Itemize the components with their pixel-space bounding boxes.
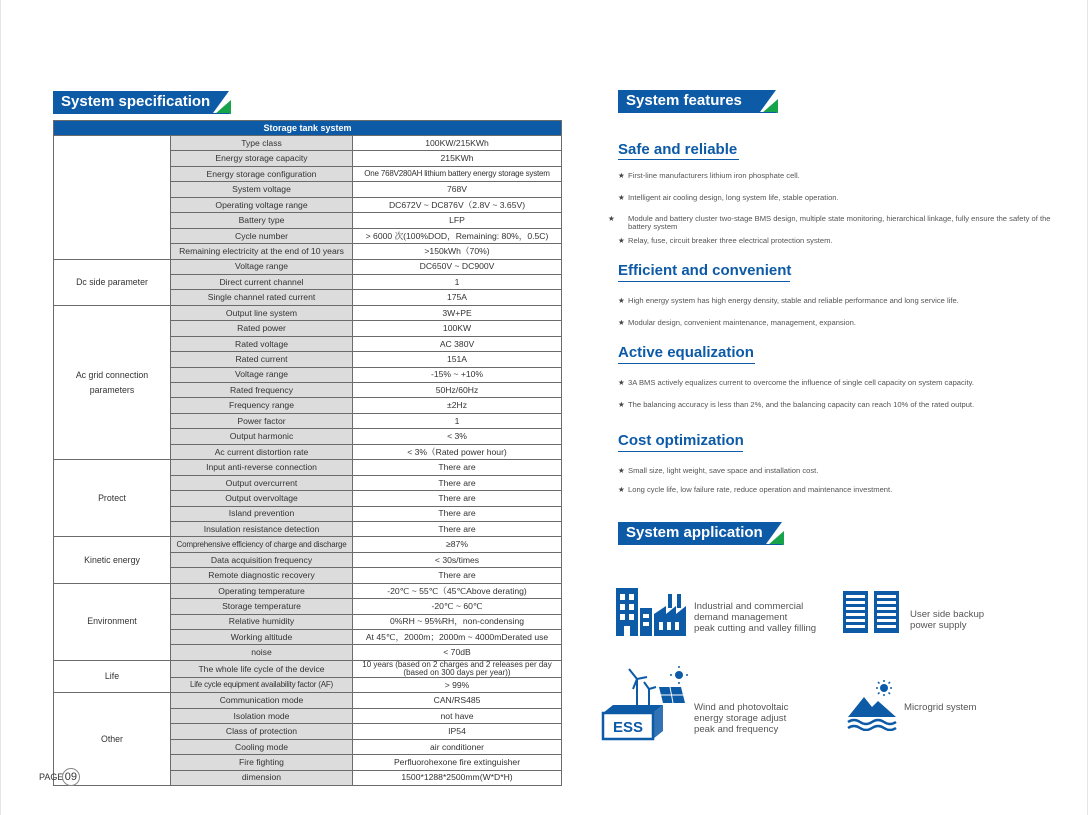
spec-param-name: Relative humidity: [171, 614, 353, 629]
spec-param-value: There are: [353, 460, 562, 475]
star-icon: ★: [618, 378, 625, 387]
spec-param-value: There are: [353, 475, 562, 490]
spec-param-name: Output overvoltage: [171, 491, 353, 506]
spec-param-name: Output line system: [171, 305, 353, 320]
spec-param-name: Working altitude: [171, 630, 353, 645]
feature-bullet: ★ Relay, fuse, circuit breaker three electrical protection system.: [618, 236, 833, 245]
star-icon: ★: [618, 236, 625, 245]
spec-param-value: One 768V280AH lithium battery energy storage system: [353, 166, 562, 181]
spec-param-value: There are: [353, 506, 562, 521]
feature-bullet: ★ First-line manufacturers lithium iron phosphate cell.: [618, 171, 800, 180]
spec-param-name: Battery type: [171, 213, 353, 228]
spec-param-name: Type class: [171, 136, 353, 151]
spec-param-name: Communication mode: [171, 693, 353, 708]
feature-title-efficient: Efficient and convenient: [618, 262, 792, 279]
features-heading-banner: [618, 90, 760, 112]
star-icon: ★: [618, 171, 625, 180]
spec-param-value: 50Hz/60Hz: [353, 383, 562, 398]
spec-group-label: Kinetic energy: [54, 537, 171, 583]
spec-param-name: Storage temperature: [171, 599, 353, 614]
page-label: PAGE: [39, 772, 64, 782]
spec-table: [53, 120, 562, 786]
spec-param-value: 100KW/215KWh: [353, 136, 562, 151]
spec-param-value: 215KWh: [353, 151, 562, 166]
spec-param-value: air conditioner: [353, 739, 562, 754]
spec-param-name: Ac current distortion rate: [171, 444, 353, 459]
feature-bullet: ★ Small size, light weight, save space and installation cost.: [618, 466, 819, 475]
page-number-circle: 09: [62, 768, 80, 786]
application-text-industrial: Industrial and commercial demand management peak cutting and valley filling: [694, 601, 817, 634]
spec-group-label: Environment: [54, 583, 171, 660]
spec-table-title: Storage tank system: [54, 121, 562, 136]
spec-param-name: Rated current: [171, 352, 353, 367]
spec-heading-underline: [53, 113, 229, 114]
spec-param-name: Insulation resistance detection: [171, 521, 353, 536]
spec-param-value: ≥87%: [353, 537, 562, 552]
feature-bullet: ★ 3A BMS actively equalizes current to overcome the influence of single cell capacity on system capacity.: [618, 378, 974, 387]
spec-group-label: [54, 136, 171, 260]
feature-bullet: ★ Modular design, convenient maintenance, management, expansion.: [618, 318, 856, 327]
spec-param-name: Fire fighting: [171, 755, 353, 770]
spec-param-name: Remote diagnostic recovery: [171, 568, 353, 583]
spec-heading: System specification: [61, 93, 211, 110]
banner-accent-icon: [768, 531, 784, 545]
application-heading-banner: [618, 522, 766, 544]
spec-param-name: Island prevention: [171, 506, 353, 521]
spec-param-name: Energy storage configuration: [171, 166, 353, 181]
page-number: [39, 768, 80, 786]
star-icon: ★: [618, 400, 625, 409]
spec-param-value: 100KW: [353, 321, 562, 336]
spec-param-value: 1: [353, 413, 562, 428]
spec-param-value: 3W+PE: [353, 305, 562, 320]
spec-param-name: Rated frequency: [171, 383, 353, 398]
spec-param-name: Operating voltage range: [171, 197, 353, 212]
spec-param-value: LFP: [353, 213, 562, 228]
spec-row: [54, 305, 562, 320]
spec-param-value: IP54: [353, 724, 562, 739]
spec-param-value: AC 380V: [353, 336, 562, 351]
spec-param-value: DC650V ~ DC900V: [353, 259, 562, 274]
spec-param-name: Power factor: [171, 413, 353, 428]
feature-title-underline: [618, 281, 790, 282]
spec-param-name: noise: [171, 645, 353, 660]
spec-param-value: 1: [353, 274, 562, 289]
microgrid-icon: [846, 679, 898, 731]
feature-title-underline: [618, 363, 755, 364]
spec-group-label: Dc side parameter: [54, 259, 171, 305]
spec-row: [54, 136, 562, 151]
spec-row: [54, 660, 562, 677]
star-icon: ★: [618, 318, 625, 327]
feature-title-safe: Safe and reliable: [618, 141, 738, 158]
spec-param-name: Cooling mode: [171, 739, 353, 754]
spec-param-value: 151A: [353, 352, 562, 367]
spec-param-value: < 30s/times: [353, 552, 562, 567]
spec-param-value: 175A: [353, 290, 562, 305]
factory-icon: [614, 586, 688, 638]
spec-param-name: Class of protection: [171, 724, 353, 739]
spec-param-value: 1500*1288*2500mm(W*D*H): [353, 770, 562, 785]
spec-param-name: Output harmonic: [171, 429, 353, 444]
spec-row: [54, 537, 562, 552]
spec-param-value: 0%RH ~ 95%RH，non-condensing: [353, 614, 562, 629]
spec-param-value: < 3%: [353, 429, 562, 444]
spec-param-value: DC672V ~ DC876V（2.8V ~ 3.65V): [353, 197, 562, 212]
spec-row: [54, 259, 562, 274]
spec-param-value: ±2Hz: [353, 398, 562, 413]
star-icon: ★: [618, 466, 625, 475]
spec-param-name: Frequency range: [171, 398, 353, 413]
spec-param-value: < 70dB: [353, 645, 562, 660]
spec-param-value: At 45℃，2000m；2000m ~ 4000mDerated use: [353, 630, 562, 645]
spec-param-name: Rated voltage: [171, 336, 353, 351]
spec-group-label: Protect: [54, 460, 171, 537]
star-icon: ★: [618, 485, 625, 494]
application-text-backup: User side backup power supply: [910, 609, 985, 631]
spec-param-value: -20℃ ~ 55℃（45℃Above derating): [353, 583, 562, 598]
banner-accent-icon: [215, 100, 231, 114]
spec-group-label: Ac grid connection parameters: [54, 305, 171, 459]
spec-param-value: 10 years (based on 2 charges and 2 releases per day (based on 300 days per year)): [353, 660, 562, 677]
spec-param-name: Isolation mode: [171, 708, 353, 723]
spec-param-name: Single channel rated current: [171, 290, 353, 305]
ess-label: ESS: [612, 719, 644, 736]
spec-param-value: > 99%: [353, 677, 562, 692]
feature-bullet: ★ Intelligent air cooling design, long system life, stable operation.: [618, 193, 839, 202]
spec-param-value: 768V: [353, 182, 562, 197]
spec-param-name: System voltage: [171, 182, 353, 197]
spec-param-name: Cycle number: [171, 228, 353, 243]
spec-param-name: Energy storage capacity: [171, 151, 353, 166]
feature-bullet: ★ Long cycle life, low failure rate, reduce operation and maintenance investment.: [618, 485, 893, 494]
spec-param-name: Comprehensive efficiency of charge and discharge: [171, 537, 353, 552]
spec-param-value: < 3%（Rated power hour): [353, 444, 562, 459]
feature-title-underline: [618, 451, 743, 452]
spec-group-label: Other: [54, 693, 171, 786]
spec-param-name: Operating temperature: [171, 583, 353, 598]
spec-param-name: Direct current channel: [171, 274, 353, 289]
star-icon: ★: [618, 296, 625, 305]
spec-param-value: > 6000 次(100%DOD，Remaining: 80%，0.5C): [353, 228, 562, 243]
spec-param-value: There are: [353, 568, 562, 583]
spec-row: [54, 583, 562, 598]
spec-param-value: Perfluorohexone fire extinguisher: [353, 755, 562, 770]
application-heading-underline: [618, 544, 782, 545]
spec-param-name: Output overcurrent: [171, 475, 353, 490]
spec-param-name: Life cycle equipment availability factor (AF): [171, 677, 353, 692]
spec-table-body: [54, 136, 562, 786]
spec-param-name: Remaining electricity at the end of 10 years: [171, 244, 353, 259]
spec-param-name: Voltage range: [171, 259, 353, 274]
page-edge-left: [0, 0, 1, 815]
banner-accent-icon: [762, 99, 778, 113]
features-heading-underline: [618, 112, 776, 113]
spec-param-name: Voltage range: [171, 367, 353, 382]
feature-title-underline: [618, 159, 739, 160]
application-text-wind: Wind and photovoltaic energy storage adjust peak and frequency: [694, 702, 789, 735]
application-heading: System application: [626, 524, 763, 541]
spec-param-name: Input anti-reverse connection: [171, 460, 353, 475]
spec-param-value: not have: [353, 708, 562, 723]
spec-param-name: Rated power: [171, 321, 353, 336]
spec-param-name: The whole life cycle of the device: [171, 660, 353, 677]
spec-param-name: Data acquisition frequency: [171, 552, 353, 567]
feature-bullet: ★ High energy system has high energy density, stable and reliable performance and long service life.: [618, 296, 959, 305]
spec-param-value: CAN/RS485: [353, 693, 562, 708]
ess-wind-solar-icon: [601, 665, 689, 741]
spec-param-value: There are: [353, 521, 562, 536]
spec-param-name: dimension: [171, 770, 353, 785]
features-heading: System features: [626, 92, 742, 109]
star-icon: ★: [618, 193, 625, 202]
spec-row: [54, 460, 562, 475]
spec-param-value: There are: [353, 491, 562, 506]
feature-bullet: ★ The balancing accuracy is less than 2%, and the balancing capacity can reach 10% of the rated output.: [618, 400, 975, 409]
spec-param-value: -15% ~ +10%: [353, 367, 562, 382]
feature-bullet: ★ Module and battery cluster two-stage BMS design, multiple state monitoring, hierarchical linkage, fully ensure the safety of the battery system: [608, 214, 1051, 231]
feature-title-cost: Cost optimization: [618, 432, 744, 449]
spec-group-label: Life: [54, 660, 171, 692]
feature-title-active: Active equalization: [618, 344, 754, 361]
spec-heading-banner: [53, 91, 213, 113]
star-icon: ★: [608, 214, 615, 223]
spec-param-value: >150kWh（70%): [353, 244, 562, 259]
spec-param-value: -20℃ ~ 60℃: [353, 599, 562, 614]
application-text-microgrid: Microgrid system: [904, 702, 977, 713]
spec-row: [54, 693, 562, 708]
server-rack-icon: [841, 589, 901, 635]
